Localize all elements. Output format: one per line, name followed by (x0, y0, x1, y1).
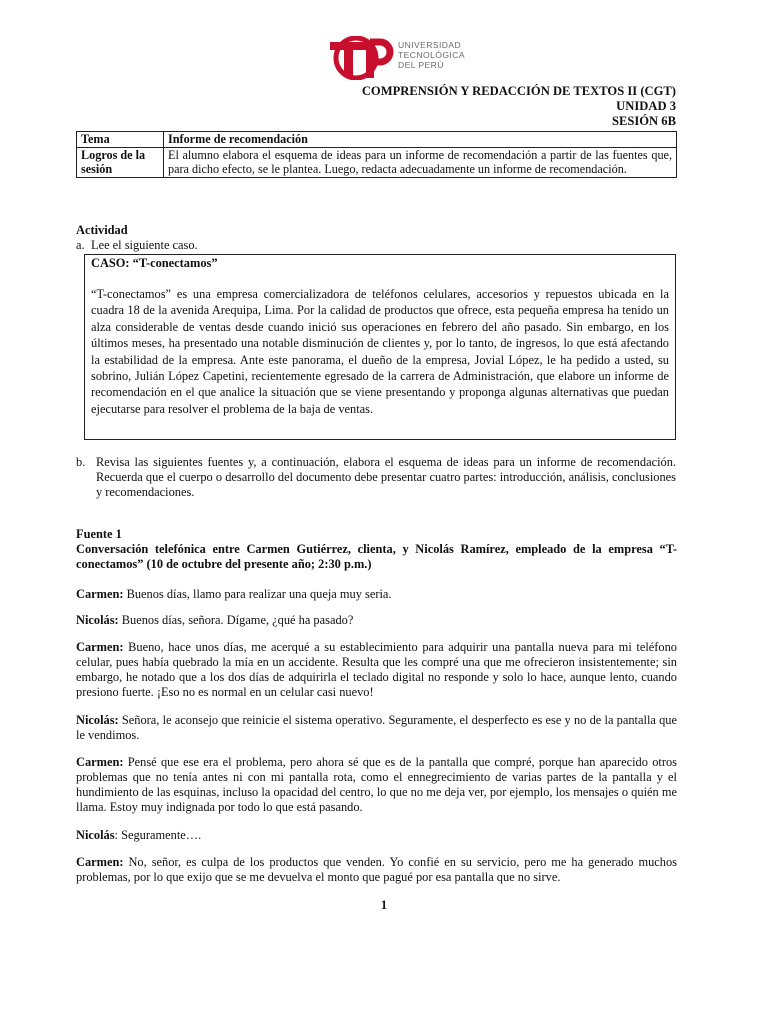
session-info-table (76, 131, 677, 178)
dialogue-text: Pensé que ese era el problema, pero ahora sé que es de la pantalla que compré, porque han aparecido otros problemas que no tenía antes ni con mi pantalla rota, como el ennegrecimiento de varias partes de la pantalla y el hundimiento de las esquinas, incluso la opacidad del centro, lo que no me deja ver, por ejemplo, los mensajes o quién me llama. Estoy muy indignada por todo lo que está pasando. (76, 755, 677, 814)
speaker-name: Nicolás: (76, 613, 119, 627)
speaker-name: Nicolás (76, 828, 115, 842)
source-subtitle: Conversación telefónica entre Carmen Gutiérrez, clienta, y Nicolás Ramírez, empleado de la empresa “T-conectamos” (10 de octubre del presente año; 2:30 p.m.) (76, 542, 677, 571)
actividad-title: Actividad (76, 223, 128, 237)
item-b-text: Revisa las siguientes fuentes y, a continuación, elabora el esquema de ideas para un informe de recomendación. Recuerda que el cuerpo o desarrollo del documento debe presentar cuatro partes: introducción, análisis, conclusiones y recomendaciones. (96, 455, 676, 499)
dialogue-line-2 (76, 613, 677, 628)
dialogue-line-7 (76, 855, 677, 885)
dialogue-text: Buenos días, llamo para realizar una queja muy seria. (123, 587, 392, 601)
speaker-name: Carmen: (76, 587, 124, 601)
tema-value: Informe de recomendación (164, 132, 677, 148)
dialogue-text: Buenos días, señora. Dígame, ¿qué ha pasado? (118, 613, 354, 627)
speaker-name: Nicolás: (76, 713, 119, 727)
dialogue-text: No, señor, es culpa de los productos que venden. Yo confié en su servicio, pero me ha generado muchos problemas, por lo que exijo que se me devuelva el monto que pagué por esa pantalla que no sirve. (76, 855, 677, 884)
logros-value: El alumno elabora el esquema de ideas para un informe de recomendación a partir de las fuentes que, para dicho efecto, se le plantea. Luego, redacta adecuadamente un informe de recomendación. (164, 147, 677, 177)
logo-line-2: TECNOLÓGICA (398, 50, 465, 60)
speaker-name: Carmen: (76, 855, 124, 869)
dialogue-text: : Seguramente…. (114, 828, 202, 842)
dialogue-line-3 (76, 640, 677, 700)
tema-label: Tema (77, 132, 164, 148)
case-title: CASO: “T-conectamos” (91, 256, 218, 270)
case-box (84, 254, 676, 440)
unit-label: UNIDAD 3 (616, 99, 676, 113)
dialogue-text: Señora, le aconsejo que reinicie el sistema operativo. Seguramente, el desperfecto es ese y no de la pantalla que le vendimos. (76, 713, 677, 742)
logo-wordmark (398, 40, 465, 70)
item-a-marker: a. (76, 238, 85, 252)
logros-label: Logros de la sesión (77, 147, 164, 177)
course-title: COMPRENSIÓN Y REDACCIÓN DE TEXTOS II (CGT) (361, 84, 676, 98)
dialogue-line-1 (76, 587, 677, 602)
utp-logo-mark (330, 36, 396, 80)
activity-item-a (76, 238, 676, 253)
page-number: 1 (380, 898, 388, 912)
dialogue-line-6 (76, 828, 677, 843)
table-row (77, 147, 677, 177)
item-b-marker: b. (76, 455, 86, 469)
speaker-name: Carmen: (76, 755, 124, 769)
session-label: SESIÓN 6B (611, 114, 676, 128)
speaker-name: Carmen: (76, 640, 124, 654)
table-row (77, 132, 677, 148)
source-title: Fuente 1 (76, 527, 122, 541)
item-a-text: Lee el siguiente caso. (91, 238, 198, 252)
dialogue-line-5 (76, 755, 677, 815)
case-body: “T-conectamos” es una empresa comercializadora de teléfonos celulares, accesorios y repuestos ubicada en la cuadra 18 de la avenida Arequipa, Lima. Por la calidad de productos que ofrece, esta pequeña empresa ha tenido un alza considerable de ventas desde cuando inició sus operaciones en febrero del año pasado. Sin embargo, en los últimos meses, ha presentado una notable disminución de clientes y, por lo tanto, de ingresos, lo que está afectando la estabilidad de la empresa. Ante este panorama, el dueño de la empresa, Jovial López, le ha pedido a usted, su sobrino, Julián López Capetini, recientemente egresado de la carrera de Administración, que elabore un informe de recomendación en el que analice la situación que se viene presentando y proponga algunas alternativas que puedan ejecutarse para resolver el problema de la baja de ventas. (91, 287, 669, 416)
dialogue-text: Bueno, hace unos días, me acerqué a su establecimiento para adquirir una pantalla nueva para mi teléfono celular, pues había quebrado la mía en un accidente. Resulta que les compré una que me ofrecieron insistentemente; sin embargo, he notado que a los dos días de adquirirla el teclado digital no responde y solo lo hace, aunque lento, cuando presiono fuerte. ¡Eso no es normal en un celular casi nuevo! (76, 640, 677, 699)
logo-line-3: DEL PERÚ (398, 60, 444, 70)
logo-line-1: UNIVERSIDAD (398, 40, 462, 50)
dialogue-line-4 (76, 713, 677, 743)
activity-item-b (76, 455, 676, 500)
